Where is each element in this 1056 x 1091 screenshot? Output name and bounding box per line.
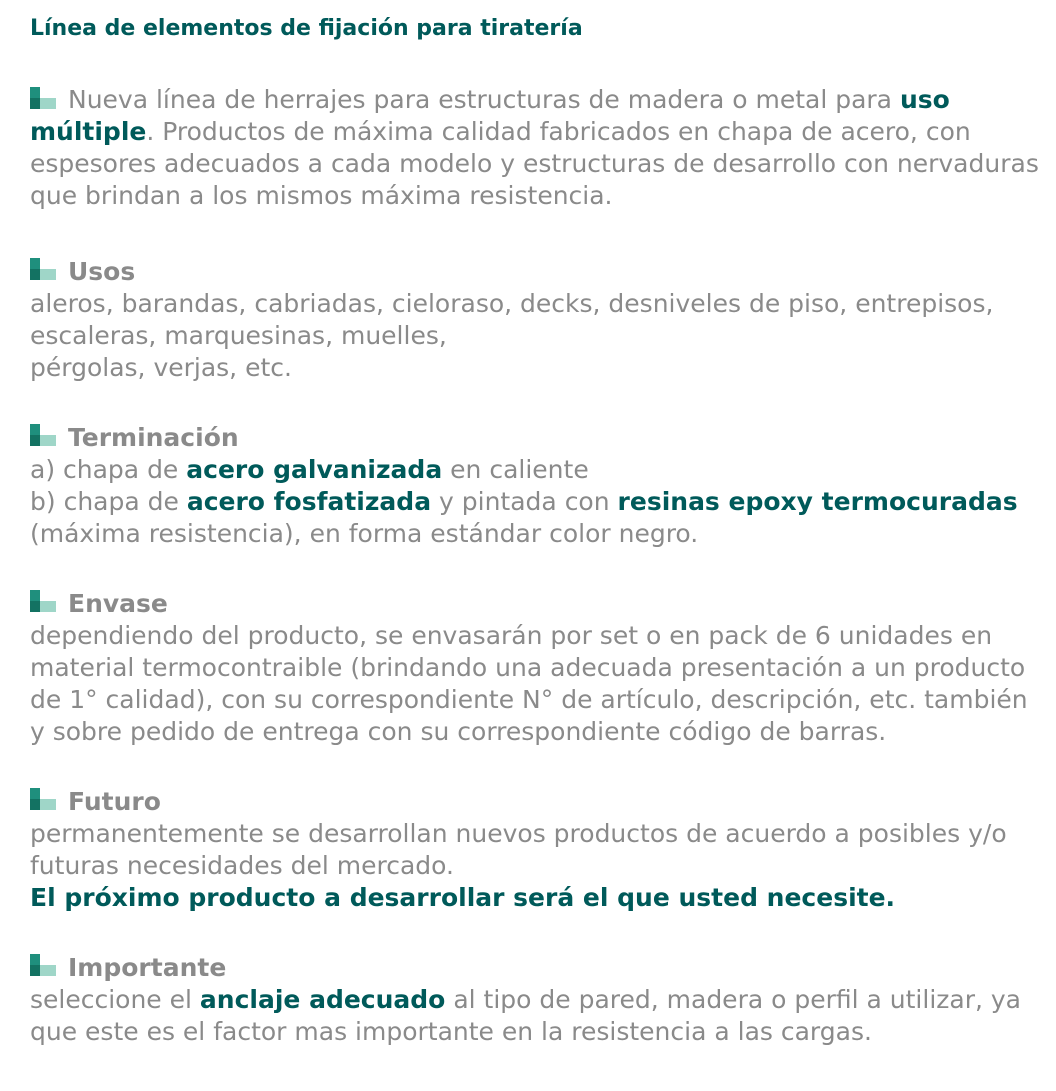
terminacion-option-a (30, 454, 1046, 486)
square-bullet-icon (30, 87, 56, 109)
futuro-heading-label: Futuro (68, 787, 161, 816)
usos-heading (30, 256, 1046, 288)
importante-heading-label: Importante (68, 953, 227, 982)
usos-line-1: aleros, barandas, cabriadas, cieloraso, decks, desniveles de piso, entrepisos, escaleras, marquesinas, muelles, (30, 289, 994, 350)
importante-bold: anclaje adecuado (199, 985, 446, 1014)
terminacion-b-bold-2: resinas epoxy termocuradas (617, 487, 1018, 516)
futuro-heading (30, 786, 1046, 818)
terminacion-a-prefix: a) chapa de (30, 455, 179, 484)
square-bullet-icon (30, 788, 56, 810)
terminacion-a-suffix: en caliente (450, 455, 589, 484)
usos-section (30, 256, 1046, 384)
usos-line-2: pérgolas, verjas, etc. (30, 353, 292, 382)
intro-bold-uso-multiple: uso múltiple (30, 85, 950, 146)
intro-paragraph (30, 84, 1046, 212)
terminacion-heading (30, 422, 1046, 454)
envase-section (30, 588, 1046, 748)
envase-text: dependiendo del producto, se envasarán por set o en pack de 6 unidades en material termocontraible (brindando una adecuada presentación a un producto de 1° calidad), con su correspondiente N° de artículo, descripción, etc. también y sobre pedido de entrega con su correspondiente código de barras. (30, 621, 1028, 746)
terminacion-b-suffix: (máxima resistencia), en forma estándar color negro. (30, 519, 699, 548)
page-title: Línea de elementos de fijación para tiratería (30, 16, 583, 41)
terminacion-heading-label: Terminación (68, 423, 239, 452)
intro-text-2: . Productos de máxima calidad fabricados en chapa de acero, con espesores adecuados a cada modelo y estructuras de desarrollo con nervaduras que brindan a los mismos máxima resistencia. (30, 117, 1039, 210)
square-bullet-icon (30, 424, 56, 446)
importante-suffix: al tipo de pared, madera o perfil a utilizar, ya que este es el factor mas importante en la resistencia a las cargas. (30, 985, 1022, 1046)
terminacion-text (30, 454, 1046, 550)
envase-heading (30, 588, 1046, 620)
terminacion-b-middle: y pintada con (439, 487, 610, 516)
importante-section (30, 952, 1046, 1048)
terminacion-option-b (30, 486, 1046, 518)
intro-section (30, 84, 1046, 212)
usos-text (30, 288, 1046, 384)
square-bullet-icon (30, 954, 56, 976)
futuro-text (30, 818, 1046, 914)
terminacion-section (30, 422, 1046, 550)
importante-prefix: seleccione el (30, 985, 192, 1014)
square-bullet-icon (30, 590, 56, 612)
futuro-highlight: El próximo producto a desarrollar será el que usted necesite. (30, 883, 896, 912)
importante-heading (30, 952, 1046, 984)
terminacion-b-prefix: b) chapa de (30, 487, 179, 516)
futuro-section (30, 786, 1046, 914)
usos-heading-label: Usos (68, 257, 136, 286)
square-bullet-icon (30, 258, 56, 280)
importante-text (30, 984, 1046, 1048)
envase-heading-label: Envase (68, 589, 168, 618)
terminacion-b-bold-1: acero fosfatizada (186, 487, 432, 516)
futuro-description: permanentemente se desarrollan nuevos productos de acuerdo a posibles y/o futuras necesidades del mercado. (30, 819, 1007, 880)
terminacion-a-bold: acero galvanizada (186, 455, 443, 484)
intro-text-1: Nueva línea de herrajes para estructuras de madera o metal para (68, 85, 892, 114)
